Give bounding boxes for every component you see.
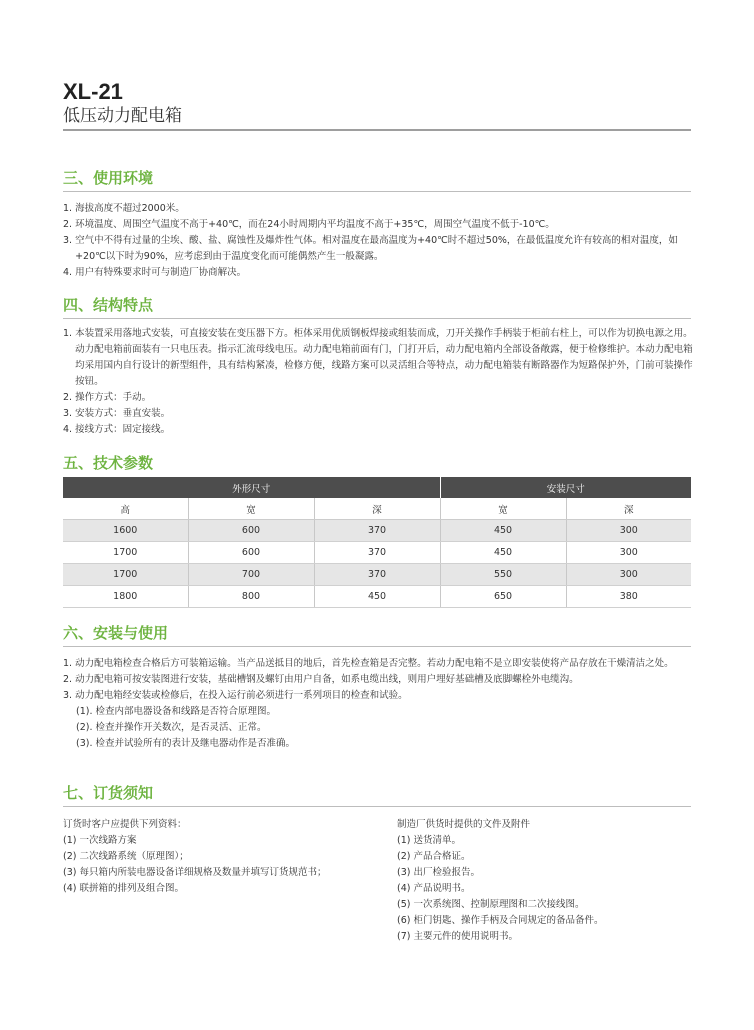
table-cell: 450: [440, 520, 566, 542]
item-number: 3.: [63, 690, 76, 701]
table-cell: 300: [566, 542, 691, 564]
header-divider: [63, 129, 691, 131]
list-item: [63, 390, 695, 406]
customer-requirements: [63, 817, 383, 897]
list-item: (3) 出厂检验报告。: [397, 867, 480, 878]
section-title-ordering: 七、订货须知: [63, 783, 691, 807]
item-text: 接线方式：固定接线。: [75, 424, 171, 435]
manufacturer-heading: 制造厂供货时提供的文件及附件: [397, 819, 531, 830]
item-text: 动力配电箱可按安装图进行安装，基础槽钢及螺钉由用户自备，如系电缆出线，则用户埋好基础槽及底脚螺栓外电缆沟。: [75, 674, 579, 685]
table-group-header: [63, 477, 691, 498]
column-header: 深: [566, 498, 691, 520]
structure-list: [63, 326, 695, 438]
list-item: [63, 688, 695, 704]
sub-item: (2). 检查并操作开关数次，是否灵活、正常。: [76, 722, 267, 733]
environment-list: [63, 201, 695, 281]
table-cell: 1700: [63, 542, 188, 564]
group-outer-dimensions: 外形尺寸: [63, 477, 440, 498]
table-row: [63, 542, 691, 564]
item-number: 1.: [63, 328, 76, 339]
section-title-install: 六、安装与使用: [63, 623, 691, 647]
list-item: (1) 送货清单。: [397, 835, 461, 846]
item-number: 1.: [63, 203, 76, 214]
item-number: 2.: [63, 219, 76, 230]
sub-item: (3). 检查并试验所有的表计及继电器动作是否准确。: [76, 738, 295, 749]
table-cell: 450: [314, 586, 440, 608]
list-item: (5) 一次系统图、控制原理图和二次接线图。: [397, 899, 585, 910]
table-cell: 370: [314, 542, 440, 564]
table-row: [63, 586, 691, 608]
manufacturer-documents: [397, 817, 697, 945]
group-install-dimensions: 安装尺寸: [440, 477, 691, 498]
item-text: 用户有特殊要求时可与制造厂协商解决。: [75, 267, 247, 278]
item-number: 2.: [63, 392, 76, 403]
column-header: 宽: [440, 498, 566, 520]
item-number: 4.: [63, 424, 76, 435]
list-item: (3) 每只箱内所装电器设备详细规格及数量并填写订货规范书；: [63, 867, 327, 878]
section-title-environment: 三、使用环境: [63, 168, 691, 192]
column-header: 宽: [188, 498, 314, 520]
item-text: 动力配电箱经安装或检修后，在投入运行前必须进行一系列项目的检查和试验。: [75, 690, 408, 701]
section-title-params: 五、技术参数: [63, 454, 154, 472]
item-text: 本装置采用落地式安装，可直接安装在变压器下方。柜体采用优质钢板焊接或组装而成，刀开关操作手柄装于柜前右柱上，可以作为切换电源之用。动力配电箱前面装有一只电压表。指示汇流母线电压。动力配电箱前面有门，门打开后，动力配电箱内全部设备敞露，便于检修维护。本动力配电箱均采用国内自行设计的新型组件，具有结构紧凑，检修方便，线路方案可以灵活组合等特点，动力配电箱装有断路器作为短路保护外，门前可装操作按钮。: [75, 328, 693, 387]
list-item: [63, 233, 695, 265]
list-item: (7) 主要元件的使用说明书。: [397, 931, 518, 942]
item-text: 海拔高度不超过2000米。: [75, 203, 185, 214]
table-cell: 300: [566, 520, 691, 542]
item-number: 3.: [63, 235, 76, 246]
item-number: 1.: [63, 658, 76, 669]
model-code: XL-21: [63, 79, 123, 104]
table-cell: 1800: [63, 586, 188, 608]
table-cell: 800: [188, 586, 314, 608]
list-item: (4) 联拼箱的排列及组合图。: [63, 883, 184, 894]
customer-heading: 订货时客户应提供下列资料：: [63, 819, 187, 830]
table-cell: 600: [188, 520, 314, 542]
section-title-structure: 四、结构特点: [63, 295, 691, 319]
item-text: 空气中不得有过量的尘埃、酸、盐、腐蚀性及爆炸性气体。相对温度在最高温度为+40℃时不超过50%，在最低温度允许有较高的相对温度，如+20℃以下时为90%，应考虑到由于温度变化而可能偶然产生一般凝露。: [75, 235, 678, 262]
table-cell: 1600: [63, 520, 188, 542]
item-number: 4.: [63, 267, 76, 278]
item-text: 动力配电箱检查合格后方可装箱运输。当产品送抵目的地后，首先检查箱是否完整。若动力配电箱不是立即安装使将产品存放在干燥清洁之处。: [75, 658, 674, 669]
table-row: [63, 520, 691, 542]
list-item: [63, 217, 695, 233]
item-number: 2.: [63, 674, 76, 685]
table-cell: 370: [314, 564, 440, 586]
list-item: [63, 265, 695, 281]
table-cell: 700: [188, 564, 314, 586]
column-header: 深: [314, 498, 440, 520]
table-cell: 450: [440, 542, 566, 564]
list-item: [63, 422, 695, 438]
table-cell: 650: [440, 586, 566, 608]
table-cell: 600: [188, 542, 314, 564]
item-text: 操作方式：手动。: [75, 392, 152, 403]
table-row: [63, 564, 691, 586]
table-cell: 370: [314, 520, 440, 542]
item-text: 环境温度、周围空气温度不高于+40℃，而在24小时周期内平均温度不高于+35℃，周围空气温度不低于-10℃。: [75, 219, 555, 230]
list-item: (1) 一次线路方案: [63, 835, 137, 846]
list-item: [63, 406, 695, 422]
spec-table: [63, 477, 691, 608]
product-name: 低压动力配电箱: [63, 106, 182, 126]
column-header: 高: [63, 498, 188, 520]
list-item: (2) 二次线路系统（原理图）；: [63, 851, 189, 862]
list-item: (6) 柜门钥匙、操作手柄及合同规定的备品备件。: [397, 915, 604, 926]
item-number: 3.: [63, 408, 76, 419]
table-cell: 380: [566, 586, 691, 608]
list-item: (4) 产品说明书。: [397, 883, 471, 894]
list-item: (2) 产品合格证。: [397, 851, 471, 862]
table-column-header: [63, 498, 691, 520]
list-item: [63, 201, 695, 217]
table-cell: 550: [440, 564, 566, 586]
page-header: [63, 80, 691, 127]
list-item: [63, 326, 695, 390]
item-text: 安装方式：垂直安装。: [75, 408, 171, 419]
sub-item: (1). 检查内部电器设备和线路是否符合原理图。: [76, 706, 276, 717]
table-cell: 300: [566, 564, 691, 586]
list-item: [63, 656, 695, 672]
install-list: [63, 656, 695, 752]
list-item: [63, 672, 695, 688]
table-cell: 1700: [63, 564, 188, 586]
